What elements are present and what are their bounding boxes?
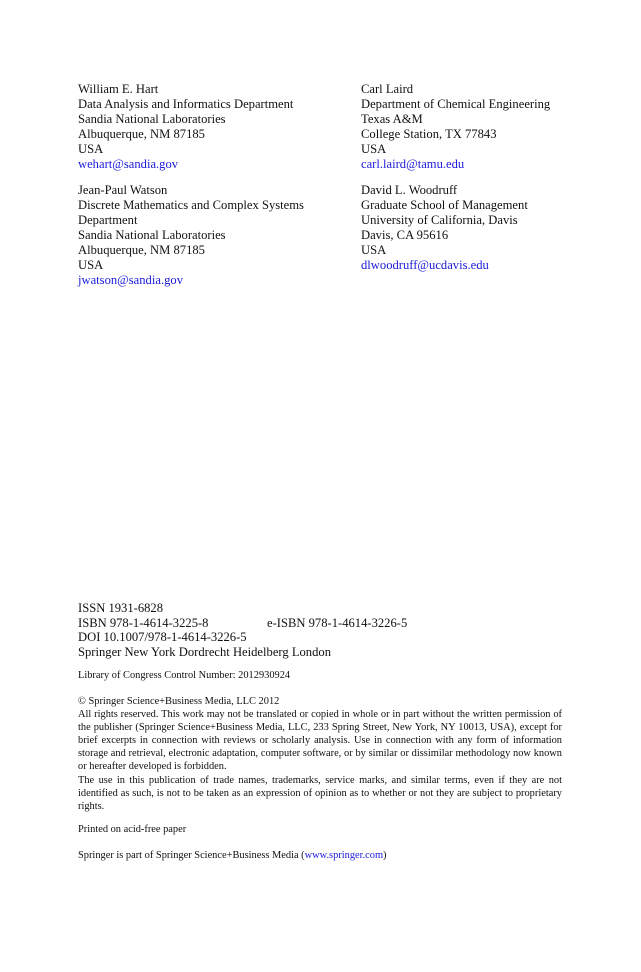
author-name: Jean-Paul Watson [78,183,168,197]
issn: ISSN 1931-6828 [78,601,164,615]
author-email-link[interactable]: wehart@sandia.gov [78,157,179,171]
author-affiliation: Department [78,213,138,227]
author-email-link[interactable]: carl.laird@tamu.edu [361,157,465,171]
author-email-link[interactable]: dlwoodruff@ucdavis.edu [361,258,489,272]
eisbn: e-ISBN 978-1-4614-3226-5 [267,615,408,630]
springer-statement [78,849,562,862]
springer-website-link[interactable]: www.springer.com [304,850,384,861]
author-country: USA [78,142,104,156]
copyright-line: © Springer Science+Business Media, LLC 2012 [78,696,280,707]
printed-note: Printed on acid-free paper [78,824,187,835]
isbn-row [78,615,408,631]
author-email-link[interactable]: jwatson@sandia.gov [78,273,183,287]
springer-statement-prefix: Springer is part of Springer Science+Business Media ( [78,850,305,861]
author-affiliation: Sandia National Laboratories [78,112,226,126]
author-affiliation: Discrete Mathematics and Complex Systems [78,198,304,212]
author-country: USA [361,243,387,257]
springer-statement-suffix: ) [383,850,387,861]
publisher-locations: Springer New York Dordrecht Heidelberg London [78,644,331,659]
bibliographic-info [78,601,408,659]
author-address: Albuquerque, NM 87185 [78,243,205,257]
copyright-notice [78,695,562,813]
lccn: Library of Congress Control Number: 2012930924 [78,670,291,681]
author-affiliation: Sandia National Laboratories [78,228,226,242]
author-affiliation: Department of Chemical Engineering [361,97,551,111]
author-address: College Station, TX 77843 [361,127,497,141]
doi: DOI 10.1007/978-1-4614-3226-5 [78,630,247,644]
author-address: Davis, CA 95616 [361,228,449,242]
author-name: Carl Laird [361,82,414,96]
author-address: Albuquerque, NM 87185 [78,127,205,141]
author-block-watson [78,183,304,288]
author-block-laird [361,82,550,172]
trademark-paragraph: The use in this publication of trade names, trademarks, service marks, and similar terms, even if they are not identified as such, is not to be taken as an expression of opinion as to whether or not they are subject to proprietary rights. [78,774,562,812]
author-affiliation: Data Analysis and Informatics Department [78,97,294,111]
isbn: ISBN 978-1-4614-3225-8 [78,615,209,630]
author-name: William E. Hart [78,82,159,96]
author-block-woodruff [361,183,528,273]
author-affiliation: University of California, Davis [361,213,518,227]
author-country: USA [78,258,104,272]
author-block-hart [78,82,293,172]
author-affiliation: Graduate School of Management [361,198,528,212]
author-country: USA [361,142,387,156]
rights-paragraph: All rights reserved. This work may not be translated or copied in whole or in part without the written permission of the publisher (Springer Science+Business Media, LLC, 233 Spring Street, New York, NY 10013, USA), except for brief excerpts in connection with reviews or scholarly analysis. Use in connection with any form of information storage and retrieval, electronic adaptation, computer software, or by similar or dissimilar methodology now known or hereafter developed is forbidden. [78,709,562,773]
author-affiliation: Texas A&M [361,112,423,126]
author-name: David L. Woodruff [361,183,458,197]
